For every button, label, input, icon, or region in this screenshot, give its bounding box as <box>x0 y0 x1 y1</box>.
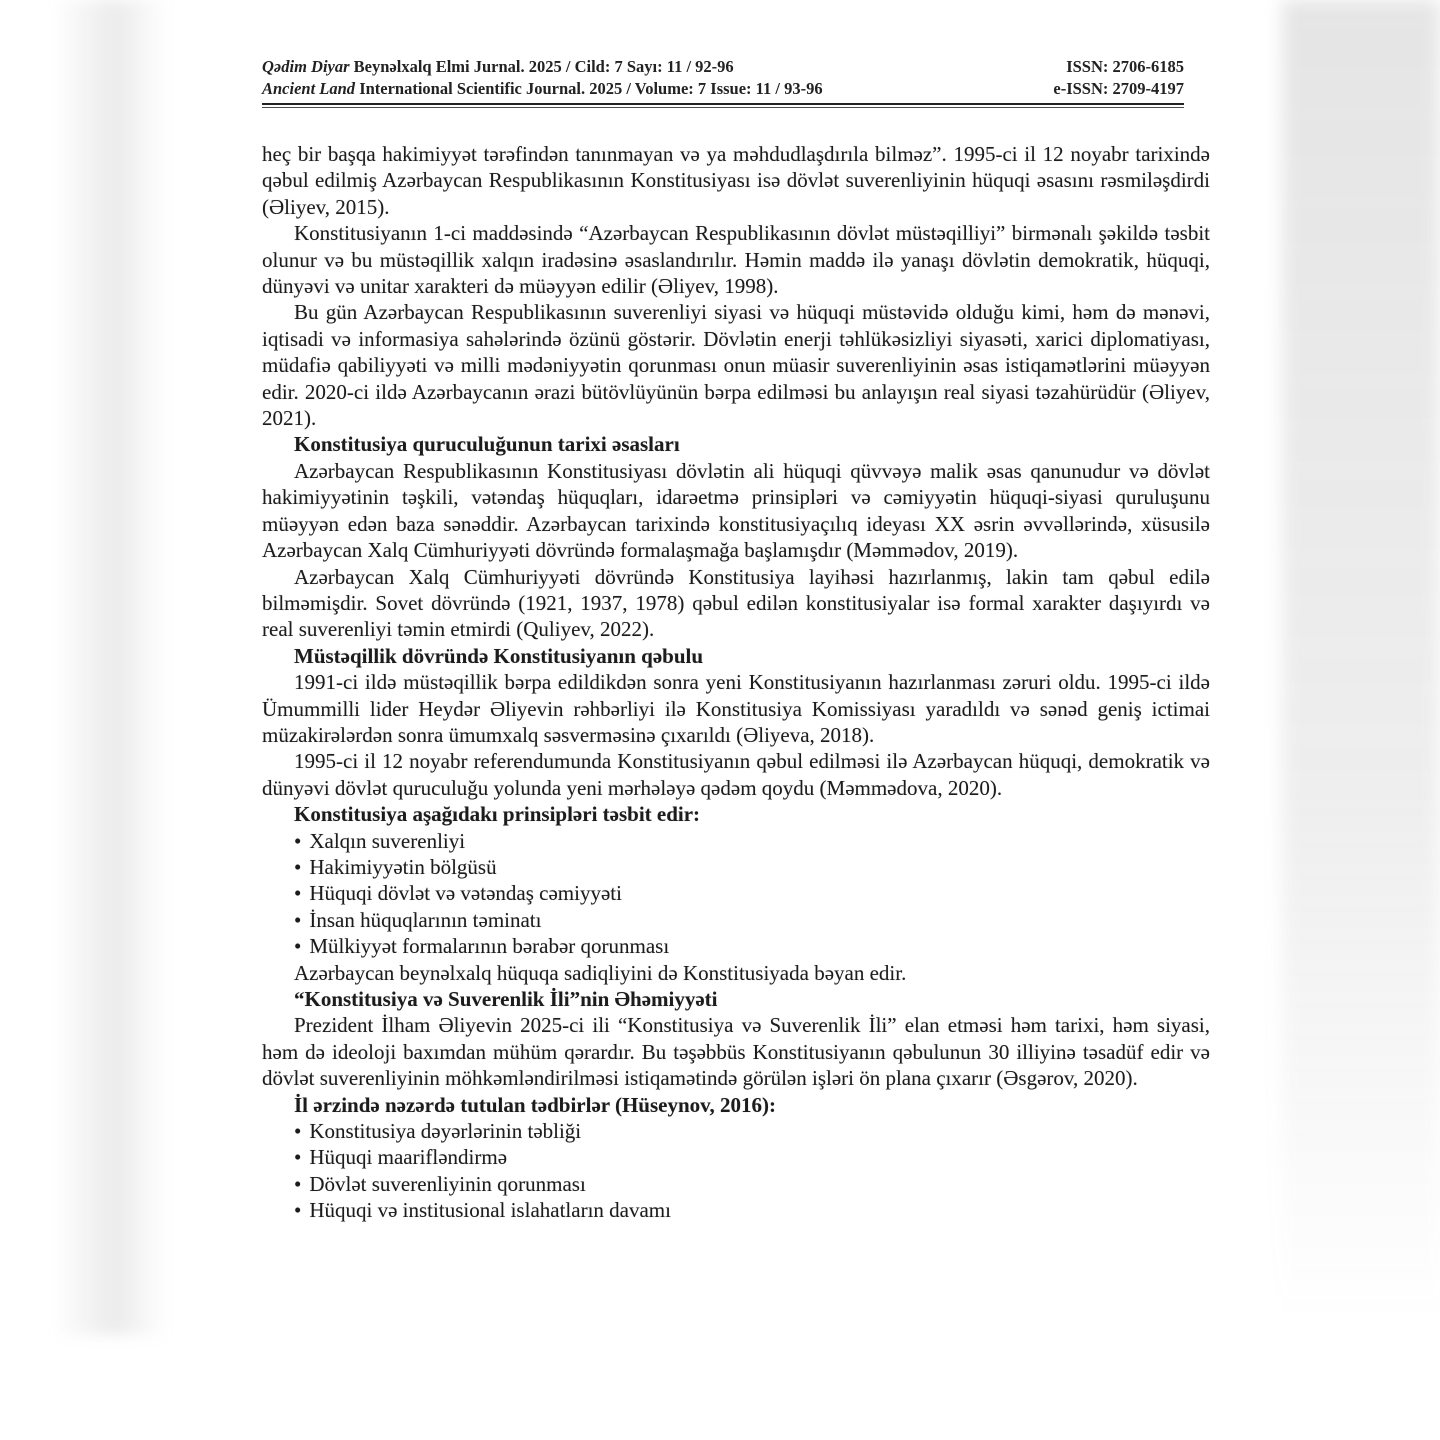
list-item <box>262 1197 1210 1223</box>
bullet-icon: • <box>294 881 302 906</box>
journal-header <box>262 56 1210 99</box>
journal-title-az <box>262 56 823 78</box>
list-item-text: Hüquqi maarifləndirmə <box>309 1145 508 1170</box>
bullet-icon: • <box>294 934 302 959</box>
paragraph: 1991-ci ildə müstəqillik bərpa edildikdən sonra yeni Konstitusiyanın hazırlanması zəruri oldu. 1995-ci ildə Ümummilli lider Heydər Əliyevin rəhbərliyi ilə Konstitusiya Komissiyası yaradıldı və sənəd geniş ictimai müzakirələrdən sonra ümumxalq səsverməsinə çıxarıldı (Əliyeva, 2018). <box>262 670 1210 747</box>
journal-info-az: Beynəlxalq Elmi Jurnal. 2025 / Cild: 7 Sayı: 11 / 92-96 <box>349 57 734 76</box>
list-item <box>262 1144 1210 1170</box>
list-item <box>262 828 1210 854</box>
list-item <box>262 1118 1210 1144</box>
paragraph: Bu gün Azərbaycan Respublikasının suverenliyi siyasi və hüquqi müstəvidə olduğu kimi, həm də mənəvi, iqtisadi və informasiya sahələrində özünü göstərir. Dövlətin enerji təhlükəsizliyi siyasəti, xarici diplomatiyası, müdafiə qabiliyyəti və milli mədəniyyətin qorunması onun müasir suverenliyinin əsas istiqamətlərini müəyyən edir. 2020-ci ildə Azərbaycanın ərazi bütövlüyünün bərpa edilməsi bu anlayışın real siyasi təzahürüdür (Əliyev, 2021). <box>262 300 1210 431</box>
section-heading: Konstitusiya aşağıdakı prinsipləri təsbit edir: <box>294 802 701 827</box>
e-issn: e-ISSN: 2709-4197 <box>1053 78 1184 98</box>
paragraph: Konstitusiyanın 1-ci maddəsində “Azərbaycan Respublikasının dövlət müstəqilliyi” birmənalı şəkildə təsbit olunur və bu müstəqillik xalqın iradəsinə əsaslandırılır. Həmin maddə ilə yanaşı dövlətin demokratik, hüquqi, dünyəvi və unitar xarakteri də müəyyən edilir (Əliyev, 1998). <box>262 221 1210 299</box>
list-item-text: Konstitusiya dəyərlərinin təbliği <box>309 1119 582 1144</box>
bullet-icon: • <box>294 1145 302 1170</box>
list-item-text: Hüquqi dövlət və vətəndaş cəmiyyəti <box>309 881 622 906</box>
list-item-text: Hüquqi və institusional islahatların davamı <box>309 1198 671 1223</box>
bullet-icon: • <box>294 1119 302 1144</box>
issn: ISSN: 2706-6185 <box>1066 57 1184 76</box>
section-heading: “Konstitusiya və Suverenlik İli”nin Əhəmiyyəti <box>294 987 718 1011</box>
list-item-text: Xalqın suverenliyi <box>309 828 466 853</box>
journal-info-en: International Scientific Journal. 2025 / Volume: 7 Issue: 11 / 93-96 <box>355 78 823 98</box>
list-item <box>262 880 1210 906</box>
section-heading: Konstitusiya quruculuğunun tarixi əsasları <box>294 432 680 457</box>
list-item <box>262 907 1210 933</box>
bullet-icon: • <box>294 907 302 932</box>
bullet-icon: • <box>294 828 302 853</box>
journal-name-en: Ancient Land <box>262 78 356 98</box>
journal-name-az: Qədim Diyar <box>262 57 350 76</box>
journal-titles <box>262 56 823 99</box>
list-item-text: İnsan hüquqlarının təminatı <box>309 907 542 932</box>
bullet-icon: • <box>294 854 302 879</box>
section-heading: İl ərzində nəzərdə tutulan tədbirlər (Hüseynov, 2016): <box>294 1092 776 1117</box>
list-item <box>262 1171 1210 1197</box>
header-rule <box>262 103 1184 108</box>
page <box>262 56 1210 1224</box>
paragraph: heç bir başqa hakimiyyət tərəfindən tanınmayan və ya məhdudlaşdırıla bilməz”. 1995-ci il 12 noyabr tarixində qəbul edilmiş Azərbaycan Respublikasının Konstitusiyası isə dövlət suverenliyinin hüquqi əsasını rəsmiləşdirdi (Əliyev, 2015). <box>262 142 1210 219</box>
list-item-text: Dövlət suverenliyinin qorunması <box>309 1171 586 1196</box>
paragraph: Azərbaycan Xalq Cümhuriyyəti dövründə Konstitusiya layihəsi hazırlanmış, lakin tam qəbul edilə bilməmişdir. Sovet dövründə (1921, 1937, 1978) qəbul edilən konstitusiyalar isə formal xarakter daşıyırdı və real suverenliyi təmin etmirdi (Quliyev, 2022). <box>262 564 1210 642</box>
scan-shadow-left <box>52 0 167 1335</box>
paragraph: 1995-ci il 12 noyabr referendumunda Konstitusiyanın qəbul edilməsi ilə Azərbaycan hüquqi, demokratik və dünyəvi dövlət quruculuğu yolunda yeni mərhələyə qədəm qoydu (Məmmədova, 2020). <box>262 749 1210 800</box>
list-item-text: Hakimiyyətin bölgüsü <box>309 854 497 879</box>
scan-shadow-right <box>1282 0 1440 1320</box>
bullet-icon: • <box>294 1171 302 1196</box>
paragraph: Azərbaycan Respublikasının Konstitusiyası dövlətin ali hüquqi qüvvəyə malik əsas qanunudur və dövlət hakimiyyətinin təşkili, vətəndaş hüquqları, idarəetmə prinsipləri və cəmiyyətin hüquqi-siyasi quruluşunu müəyyən edən baza sənəddir. Azərbaycan tarixində konstitusiyaçılıq ideyası XX əsrin əvvəllərində, xüsusilə Azərbaycan Xalq Cümhuriyyəti dövründə formalaşmağa başlamışdır (Məmmədov, 2019). <box>262 458 1210 563</box>
bullet-icon: • <box>294 1198 302 1223</box>
list-item <box>262 933 1210 959</box>
section-heading: Müstəqillik dövründə Konstitusiyanın qəbulu <box>294 643 704 668</box>
list-item <box>262 854 1210 880</box>
list-item-text: Mülkiyyət formalarının bərabər qorunması <box>309 934 670 959</box>
paragraph: Prezident İlham Əliyevin 2025-ci ili “Konstitusiya və Suverenlik İli” elan etməsi həm tarixi, həm siyasi, həm də ideoloji baxımdan mühüm qərardır. Bu təşəbbüs Konstitusiyanın qəbulunun 30 illiyinə təsadüf edir və dövlət suverenliyinin möhkəmləndirilməsi istiqamətində görülən işləri ön plana çıxarır (Əsgərov, 2020). <box>262 1013 1210 1091</box>
journal-title-en <box>262 78 823 100</box>
paragraph: Azərbaycan beynəlxalq hüquqa sadiqliyini də Konstitusiyada bəyan edir. <box>294 960 907 985</box>
issn-block <box>1053 56 1184 99</box>
article-body <box>262 141 1210 1224</box>
